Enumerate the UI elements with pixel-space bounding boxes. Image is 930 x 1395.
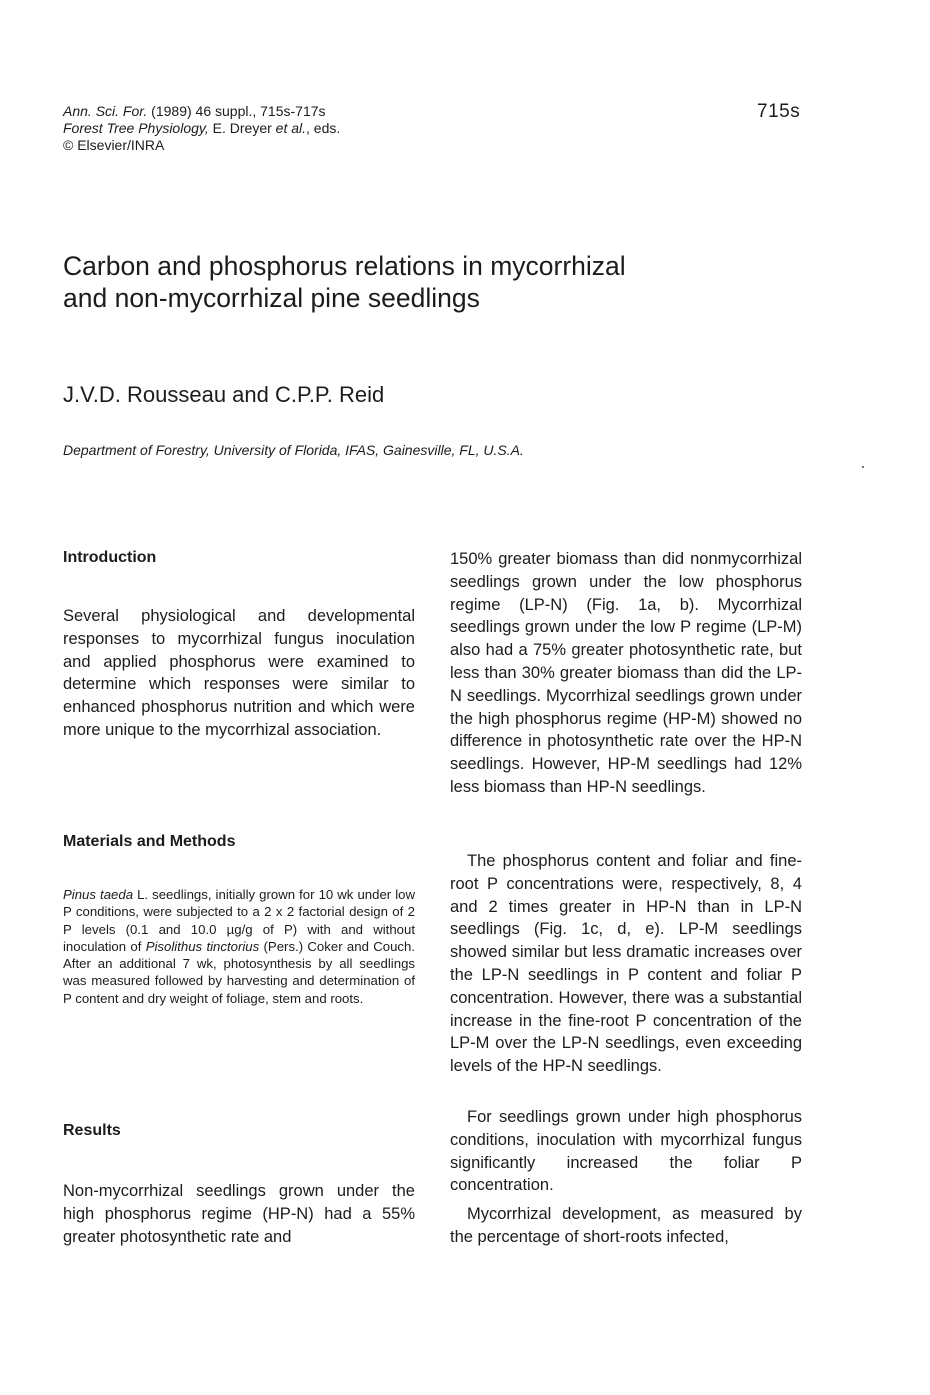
introduction-heading: Introduction xyxy=(63,549,157,566)
methods-heading: Materials and Methods xyxy=(63,833,236,850)
results-paragraph-4: Mycorrhizal development, as measured by the percentage of short-roots infected, xyxy=(450,1205,802,1246)
methods-text: Pinus taeda L. seedlings, initially grown for 10 wk under low P conditions, were subjected to a 2 x 2 factorial design of 2 P levels (0.1 and 10.0 µg/g of P) with and without inoculation of Pisolithus tinctorius (Pers.) Coker and Couch. After an additional 7 wk, photosynthesis by all seedlings was measured followed by harvesting and determination of P content and dry weight of foliage, stem and roots. xyxy=(63,887,416,1006)
affiliation: Department of Forestry, University of Florida, IFAS, Gainesville, FL, U.S.A. xyxy=(63,442,524,458)
authors: J.V.D. Rousseau and C.P.P. Reid xyxy=(63,382,385,407)
copyright-line: © Elsevier/INRA xyxy=(63,137,165,153)
results-paragraph-1: 150% greater biomass than did nonmycorrhizal seedlings grown under the low phosphorus regime (LP-N) (Fig. 1a, b). Mycorrhizal seedlings grown under the low P regime (LP-M) also had a 75% greater photosynthetic rate, but less than 30% greater biomass than did the LP-N seedlings. Mycorrhizal seedlings grown under the high phosphorus regime (HP-M) showed no difference in photosynthetic rate over the HP-N seedlings. However, HP-M seedlings had 12% less biomass than HP-N seedlings. xyxy=(450,550,802,796)
results-heading: Results xyxy=(63,1122,121,1139)
article-title: Carbon and phosphorus relations in mycorrhizal and non-mycorrhizal pine seedlings xyxy=(63,251,626,313)
page-number: 715s xyxy=(757,101,801,122)
introduction-text: Several physiological and developmental responses to mycorrhizal fungus inoculation and applied phosphorus were examined to determine which responses were similar to enhanced phosphorus nutrition and which were more unique to the mycorrhizal association. xyxy=(63,607,415,739)
citation-line: Ann. Sci. For. (1989) 46 suppl., 715s-717s xyxy=(63,103,326,119)
running-header xyxy=(63,103,340,154)
results-text-left: Non-mycorrhizal seedlings grown under the high phosphorus regime (HP-N) had a 55% greater photosynthetic rate and xyxy=(63,1182,415,1246)
results-paragraph-2: The phosphorus content and foliar and fine-root P concentrations were, respectively, 8, 4 and 2 times greater in HP-N than in LP-N seedlings (Fig. 1c, d, e). LP-M seedlings showed similar but less dramatic increases over the LP-N seedlings in P content and foliar P concentration. However, there was a substantial increase in the fine-root P concentration of the LP-M over the LP-N seedlings, even exceeding levels of the HP-N seedlings. xyxy=(450,852,802,1076)
book-line: Forest Tree Physiology, E. Dreyer et al., eds. xyxy=(63,120,341,136)
results-paragraph-3: For seedlings grown under high phosphorus conditions, inoculation with mycorrhizal fungus significantly increased the foliar P concentration. xyxy=(450,1108,802,1195)
scan-speck xyxy=(862,466,864,468)
